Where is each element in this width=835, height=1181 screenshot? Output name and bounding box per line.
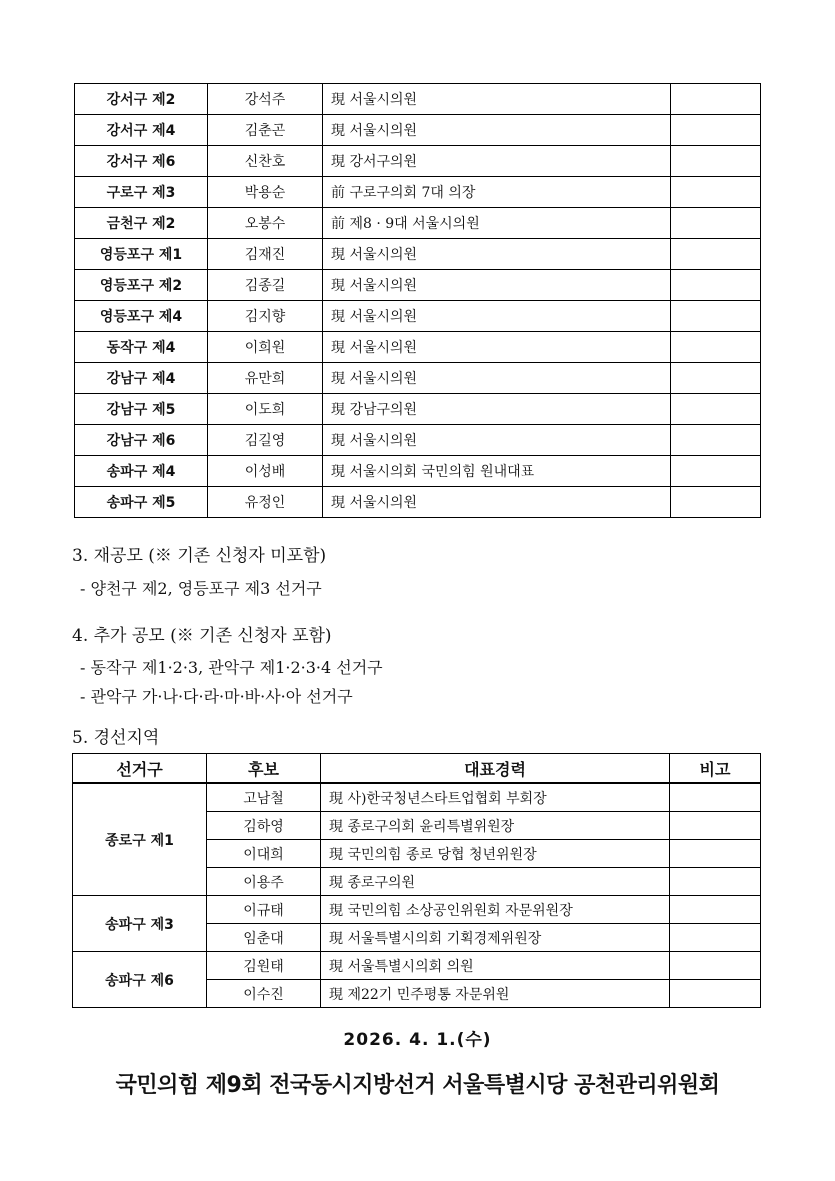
table-row <box>75 456 761 487</box>
career-cell: 現 서울시의원 <box>323 270 671 301</box>
candidate-name: 이대희 <box>207 840 321 868</box>
section-4-title: 4. 추가 공모 (※ 기존 신청자 포함) <box>72 626 332 646</box>
issuing-organization: 국민의힘 제9회 전국동시지방선거 서울특별시당 공천관리위원회 <box>115 1073 720 1098</box>
note-cell <box>670 952 761 980</box>
career-cell: 現 국민의힘 종로 당협 청년위원장 <box>321 840 670 868</box>
career-cell: 前 제8 · 9대 서울시의원 <box>323 208 671 239</box>
note-cell <box>671 208 761 239</box>
district-cell: 강서구 제4 <box>75 115 208 146</box>
candidate-name: 강석주 <box>208 84 323 115</box>
candidate-name: 김길영 <box>208 425 323 456</box>
career-cell: 前 구로구의회 7대 의장 <box>323 177 671 208</box>
district-cell: 강남구 제6 <box>75 425 208 456</box>
career-cell: 現 서울시의원 <box>323 363 671 394</box>
table-row <box>73 896 761 924</box>
table-row <box>75 208 761 239</box>
table-row <box>75 239 761 270</box>
career-cell: 現 제22기 민주평통 자문위원 <box>321 980 670 1008</box>
note-cell <box>670 812 761 840</box>
table-row <box>75 84 761 115</box>
candidate-name: 김춘곤 <box>208 115 323 146</box>
career-cell: 現 종로구의원 <box>321 868 670 896</box>
header-note: 비고 <box>670 754 761 784</box>
note-cell <box>671 363 761 394</box>
candidate-name: 김종길 <box>208 270 323 301</box>
district-cell: 송파구 제3 <box>73 896 207 952</box>
table-row <box>75 425 761 456</box>
district-cell: 송파구 제5 <box>75 487 208 518</box>
header-district: 선거구 <box>73 754 207 784</box>
section-4-item: - 동작구 제1·2·3, 관악구 제1·2·3·4 선거구 <box>80 658 383 677</box>
candidate-name: 이성배 <box>208 456 323 487</box>
note-cell <box>671 394 761 425</box>
header-candidate: 후보 <box>207 754 321 784</box>
table-row <box>75 146 761 177</box>
candidate-name: 신찬호 <box>208 146 323 177</box>
career-cell: 現 종로구의회 윤리특별위원장 <box>321 812 670 840</box>
table-row <box>73 952 761 980</box>
candidate-name: 김원태 <box>207 952 321 980</box>
career-cell: 現 서울시의회 국민의힘 원내대표 <box>323 456 671 487</box>
candidate-name: 오봉수 <box>208 208 323 239</box>
note-cell <box>671 425 761 456</box>
career-cell: 現 서울시의원 <box>323 332 671 363</box>
note-cell <box>670 924 761 952</box>
table-row <box>75 363 761 394</box>
note-cell <box>671 177 761 208</box>
candidate-name: 이희원 <box>208 332 323 363</box>
section-5-title: 5. 경선지역 <box>72 728 160 748</box>
career-cell: 現 국민의힘 소상공인위원회 자문위원장 <box>321 896 670 924</box>
table-row <box>75 487 761 518</box>
career-cell: 現 서울시의원 <box>323 115 671 146</box>
career-cell: 現 서울시의원 <box>323 84 671 115</box>
note-cell <box>671 115 761 146</box>
primary-election-table-body <box>73 783 761 1008</box>
candidate-name: 김재진 <box>208 239 323 270</box>
section-3-item: - 양천구 제2, 영등포구 제3 선거구 <box>80 579 322 598</box>
career-cell: 現 서울시의원 <box>323 425 671 456</box>
table-row <box>75 301 761 332</box>
note-cell <box>671 84 761 115</box>
candidate-table <box>74 83 761 518</box>
district-cell: 강남구 제5 <box>75 394 208 425</box>
note-cell <box>670 783 761 812</box>
district-cell: 동작구 제4 <box>75 332 208 363</box>
career-cell: 現 강서구의원 <box>323 146 671 177</box>
candidate-name: 임춘대 <box>207 924 321 952</box>
district-cell: 구로구 제3 <box>75 177 208 208</box>
note-cell <box>670 896 761 924</box>
career-cell: 現 서울특별시의회 기획경제위원장 <box>321 924 670 952</box>
table-row <box>73 783 761 812</box>
career-cell: 現 서울시의원 <box>323 239 671 270</box>
note-cell <box>671 239 761 270</box>
primary-election-table <box>72 753 761 1008</box>
district-cell: 강서구 제6 <box>75 146 208 177</box>
note-cell <box>670 868 761 896</box>
district-cell: 송파구 제4 <box>75 456 208 487</box>
note-cell <box>671 270 761 301</box>
note-cell <box>671 456 761 487</box>
candidate-name: 김하영 <box>207 812 321 840</box>
candidate-name: 이도희 <box>208 394 323 425</box>
career-cell: 現 서울시의원 <box>323 487 671 518</box>
career-cell: 現 서울시의원 <box>323 301 671 332</box>
note-cell <box>671 146 761 177</box>
note-cell <box>671 301 761 332</box>
candidate-name: 유정인 <box>208 487 323 518</box>
candidate-name: 이용주 <box>207 868 321 896</box>
district-cell: 금천구 제2 <box>75 208 208 239</box>
candidate-name: 박용순 <box>208 177 323 208</box>
table-row <box>75 115 761 146</box>
table-row <box>75 177 761 208</box>
table-row <box>75 332 761 363</box>
note-cell <box>670 980 761 1008</box>
section-3-title: 3. 재공모 (※ 기존 신청자 미포함) <box>72 546 327 566</box>
candidate-table-body <box>75 84 761 518</box>
table-header-row <box>73 754 761 784</box>
candidate-name: 유만희 <box>208 363 323 394</box>
candidate-name: 이수진 <box>207 980 321 1008</box>
candidate-name: 고남철 <box>207 783 321 812</box>
district-cell: 강서구 제2 <box>75 84 208 115</box>
candidate-name: 김지향 <box>208 301 323 332</box>
note-cell <box>671 487 761 518</box>
district-cell: 영등포구 제4 <box>75 301 208 332</box>
header-career: 대표경력 <box>321 754 670 784</box>
district-cell: 영등포구 제1 <box>75 239 208 270</box>
district-cell: 영등포구 제2 <box>75 270 208 301</box>
document-date: 2026. 4. 1.(수) <box>343 1030 492 1050</box>
career-cell: 現 서울특별시의회 의원 <box>321 952 670 980</box>
district-cell: 종로구 제1 <box>73 783 207 896</box>
table-row <box>75 270 761 301</box>
district-cell: 강남구 제4 <box>75 363 208 394</box>
career-cell: 現 사)한국청년스타트업협회 부회장 <box>321 783 670 812</box>
note-cell <box>670 840 761 868</box>
candidate-name: 이규태 <box>207 896 321 924</box>
district-cell: 송파구 제6 <box>73 952 207 1008</box>
section-4-item: - 관악구 가·나·다·라·마·바·사·아 선거구 <box>80 687 353 706</box>
note-cell <box>671 332 761 363</box>
career-cell: 現 강남구의원 <box>323 394 671 425</box>
table-row <box>75 394 761 425</box>
